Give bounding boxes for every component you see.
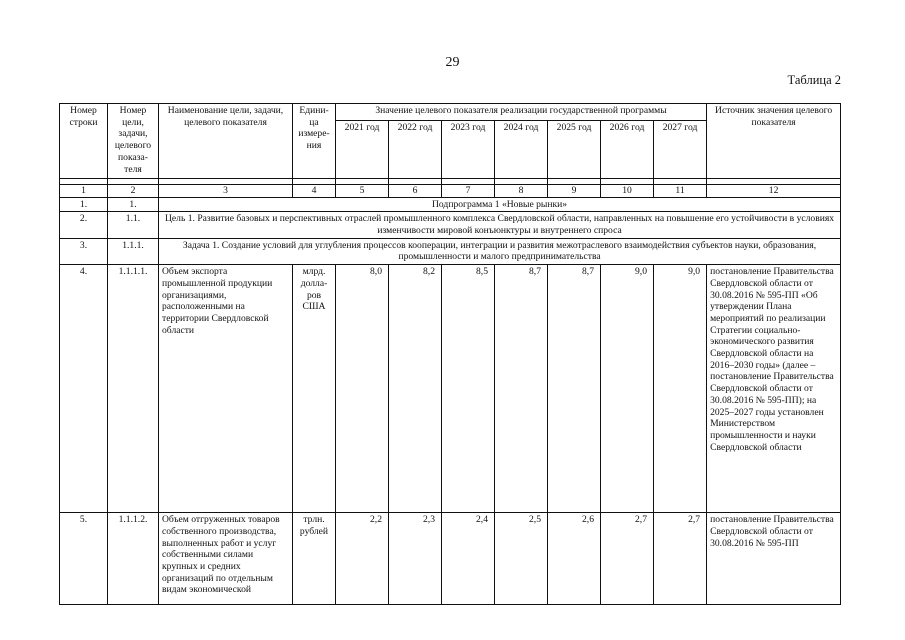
column-number: 7 <box>442 185 495 198</box>
header-row <box>60 104 841 121</box>
table-caption: Таблица 2 <box>787 73 841 87</box>
indicator-value: 2,4 <box>442 513 495 605</box>
goal-row <box>60 212 841 238</box>
header-year: 2021 год <box>336 121 389 179</box>
goal-number: 1.1. <box>108 212 159 238</box>
indicator-value: 9,0 <box>601 265 654 513</box>
indicator-source: постановление Правительства Свердловской области от 30.08.2016 № 595-ПП <box>707 513 841 605</box>
column-number: 12 <box>707 185 841 198</box>
column-number: 8 <box>495 185 548 198</box>
column-number: 4 <box>293 185 336 198</box>
row-number: 4. <box>60 265 108 513</box>
indicator-table <box>59 103 841 605</box>
column-number: 3 <box>159 185 293 198</box>
row-number: 1. <box>60 197 108 212</box>
row-number: 2. <box>60 212 108 238</box>
goal-number: 1.1.1.1. <box>108 265 159 513</box>
indicator-name: Объем отгруженных товаров собственного производства, выполненных работ и услуг собственными силами крупных и средних организаций по отдельным видам экономической <box>159 513 293 605</box>
goal-title: Цель 1. Развитие базовых и перспективных отраслей промышленного комплекса Свердловской области, направленных на повышение его устойчивости в условиях изменчивости мировой конъюнктуры и внутреннего спроса <box>159 212 841 238</box>
indicator-value: 8,7 <box>495 265 548 513</box>
header-unit: Едини-ца измере-ния <box>293 104 336 179</box>
indicator-value: 8,5 <box>442 265 495 513</box>
indicator-value: 8,7 <box>548 265 601 513</box>
indicator-value: 8,2 <box>389 265 442 513</box>
indicator-value: 2,7 <box>654 513 707 605</box>
column-number: 11 <box>654 185 707 198</box>
header-year: 2025 год <box>548 121 601 179</box>
indicator-value: 8,0 <box>336 265 389 513</box>
header-year: 2022 год <box>389 121 442 179</box>
goal-number: 1.1.1. <box>108 238 159 264</box>
task-title: Задача 1. Создание условий для углубления процессов кооперации, интеграции и развития межотраслевого взаимодействия субъектов науки, образования, промышленности и малого предпринимательства <box>159 238 841 264</box>
column-number: 10 <box>601 185 654 198</box>
header-year: 2026 год <box>601 121 654 179</box>
indicator-value: 2,6 <box>548 513 601 605</box>
header-value-group: Значение целевого показателя реализации государственной программы <box>336 104 707 121</box>
indicator-source: постановление Правительства Свердловской области от 30.08.2016 № 595-ПП «Об утверждении Плана мероприятий по реализации Стратегии социально-экономического развития Свердловской области на 2016–2030 годы» (далее – постановление Правительства Свердловской области от 30.08.2016 № 595-ПП); на 2025–2027 годы установлен Министерством промышленности и науки Свердловской области <box>707 265 841 513</box>
task-row <box>60 238 841 264</box>
column-number: 1 <box>60 185 108 198</box>
subprogram-row <box>60 197 841 212</box>
header-goal-number: Номер цели, задачи, целевого показа-теля <box>108 104 159 179</box>
column-number: 9 <box>548 185 601 198</box>
indicator-value: 2,7 <box>601 513 654 605</box>
column-number: 5 <box>336 185 389 198</box>
page-number: 29 <box>445 55 460 70</box>
indicator-row <box>60 265 841 513</box>
indicator-unit: млрд. долла-ров США <box>293 265 336 513</box>
goal-number: 1.1.1.2. <box>108 513 159 605</box>
row-number: 5. <box>60 513 108 605</box>
indicator-value: 2,2 <box>336 513 389 605</box>
indicator-value: 2,5 <box>495 513 548 605</box>
column-number: 2 <box>108 185 159 198</box>
subprogram-title: Подпрограмма 1 «Новые рынки» <box>159 197 841 212</box>
header-year: 2023 год <box>442 121 495 179</box>
goal-number: 1. <box>108 197 159 212</box>
column-number: 6 <box>389 185 442 198</box>
row-number: 3. <box>60 238 108 264</box>
indicator-value: 9,0 <box>654 265 707 513</box>
column-numbers-row <box>60 185 841 198</box>
indicator-value: 2,3 <box>389 513 442 605</box>
indicator-unit: трлн. рублей <box>293 513 336 605</box>
header-year: 2024 год <box>495 121 548 179</box>
header-year: 2027 год <box>654 121 707 179</box>
header-row-number: Номер строки <box>60 104 108 179</box>
header-source: Источник значения целевого показателя <box>707 104 841 179</box>
indicator-name: Объем экспорта промышленной продукции организациями, расположенными на территории Свердловской области <box>159 265 293 513</box>
indicator-row <box>60 513 841 605</box>
header-name: Наименование цели, задачи, целевого показателя <box>159 104 293 179</box>
